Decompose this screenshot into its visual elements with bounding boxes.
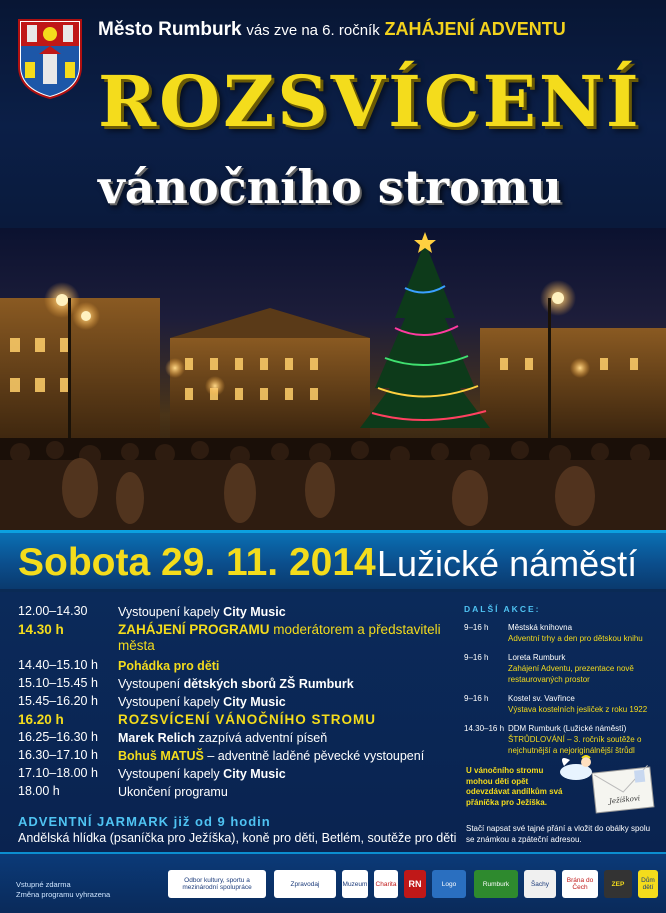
program-text-plain: zazpívá adventní píseň [195,731,328,745]
sponsor-logo: ZEP [604,870,632,898]
other-event-time: 9–16 h [464,653,489,662]
program-text-plain: Vystoupení kapely [118,605,224,619]
kids-note-more: Stačí napsat své tajné přání a vložit do obálky spolu se známkou a zpáteční adresou. [466,824,651,844]
program-text [118,676,458,692]
other-event-time: 9–16 h [464,694,489,703]
sponsor-logo: Charita [374,870,398,898]
sponsor-logos [168,870,658,900]
other-event-item [464,652,660,685]
other-event-place: Městská knihovna [508,623,573,632]
program-row [18,676,453,694]
main-subtitle: vánočního stromu [98,160,562,214]
kids-note [466,766,566,808]
program-text [118,694,458,710]
city-crest-icon [17,18,83,100]
date-band [0,530,666,592]
event-date: Sobota 29. 11. 2014 [18,541,376,584]
program-text [118,712,458,728]
sponsor-logo: RN [404,870,426,898]
sponsor-logo: Šachy [524,870,556,898]
program-time: 12.00–14.30 [18,604,88,618]
program-time: 14.40–15.10 h [18,658,98,672]
program-section [0,592,666,852]
program-text [118,604,458,620]
program-row [18,766,453,784]
jarmark-title: ADVENTNÍ JARMARK již od 9 hodin [18,814,271,829]
invite-text: vás zve na 6. ročník [246,22,380,39]
footer-admission: Vstupné zdarma [16,880,71,889]
footer-disclaimer: Změna programu vyhrazena [16,890,111,899]
sponsor-logo: Logo [432,870,466,898]
program-text-bold: City Music [223,767,286,781]
program-row [18,784,453,802]
header [0,0,666,228]
program-text [118,766,458,782]
other-event-desc: ŠTRŮDLOVÁNÍ – 3. ročník soutěže o nejchutnější a nejoriginálnější štrůdl [508,735,642,755]
program-text-bold: Marek Relich [118,731,196,745]
other-event-place: Kostel sv. Vavřince [508,694,575,703]
program-time: 15.10–15.45 h [18,676,98,690]
city-name: Město Rumburk [98,19,242,40]
program-time: 15.45–16.20 h [18,694,98,708]
program-row [18,622,453,658]
tagline [98,19,566,41]
program-row [18,694,453,712]
program-text-plain: moderátorem a představiteli města [118,622,441,653]
program-text-plain: Vystoupení [118,677,184,691]
sponsor-logo: Rumburk [474,870,518,898]
angel-envelope-icon [556,752,656,816]
sponsor-logo: Zpravodaj [274,870,336,898]
envelope-label: Ježíškovi [608,794,641,806]
program-text-bold: dětských sborů ZŠ Rumburk [183,677,354,691]
other-event-desc: Zahájení Adventu, prezentace nově restaurovaných prostor [508,664,634,684]
footer [0,852,666,913]
program-text-plain: Ukončení programu [118,785,228,799]
christmas-tree-photo-icon [0,228,666,530]
other-events-title: DALŠÍ AKCE: [464,604,541,614]
program-text-plain: Vystoupení kapely [118,695,224,709]
program-row [18,604,453,622]
program-row [18,658,453,676]
other-event-place: Loreta Rumburk [508,653,566,662]
program-text [118,622,458,654]
program-time: 16.25–16.30 h [18,730,98,744]
program-row [18,730,453,748]
sponsor-logo: Dům dětí [638,870,658,898]
program-list [18,604,453,802]
program-row [18,712,453,730]
program-text-bold: City Music [223,605,286,619]
other-event-place: DDM Rumburk (Lužické náměstí) [508,724,627,733]
town-square-photo [0,228,666,530]
kids-note-text: U vánočního stromu mohou děti opět odevzdávat andílkům svá přáníčka pro Ježíška. [466,766,563,807]
program-text [118,784,458,800]
program-time: 16.30–17.10 h [18,748,98,762]
other-event-time: 14.30–16 h [464,724,505,733]
program-text-plain: – adventně laděné pěvecké vystoupení [203,749,425,763]
footer-info [16,880,110,900]
program-time: 17.10–18.00 h [18,766,98,780]
program-text-bold: ROZSVÍCENÍ VÁNOČNÍHO STROMU [118,712,377,727]
other-event-desc: Adventní trhy a den pro dětskou knihu [508,634,643,643]
program-time: 18.00 h [18,784,60,798]
program-time: 16.20 h [18,712,64,727]
other-events [464,604,660,764]
program-row [18,748,453,766]
other-event-desc: Výstava kostelních jesliček z roku 1922 [508,705,648,714]
sponsor-logo: Brána do Čech [562,870,598,898]
event-place: Lužické náměstí [377,543,638,584]
program-text-bold: City Music [223,695,286,709]
program-time: 14.30 h [18,622,64,637]
sponsor-logo: Muzeum [342,870,368,898]
program-text-bold: Bohuš MATUŠ [118,749,204,763]
program-text-bold: Pohádka pro děti [118,659,220,673]
other-event-item [464,622,660,644]
program-text-plain: Vystoupení kapely [118,767,224,781]
program-text-bold: ZAHÁJENÍ PROGRAMU [118,622,270,637]
other-event-time: 9–16 h [464,623,489,632]
program-text [118,730,458,746]
jarmark-subtitle: Andělská hlídka (psaníčka pro Ježíška), koně pro děti, Betlém, soutěže pro děti [18,831,457,845]
program-text [118,748,458,764]
other-event-item [464,693,660,715]
program-text [118,658,458,674]
sponsor-logo: Odbor kultury, sportu a mezinárodní spolupráce [168,870,266,898]
event-name: ZAHÁJENÍ ADVENTU [384,19,566,39]
main-title: ROZSVÍCENÍ [98,60,642,143]
